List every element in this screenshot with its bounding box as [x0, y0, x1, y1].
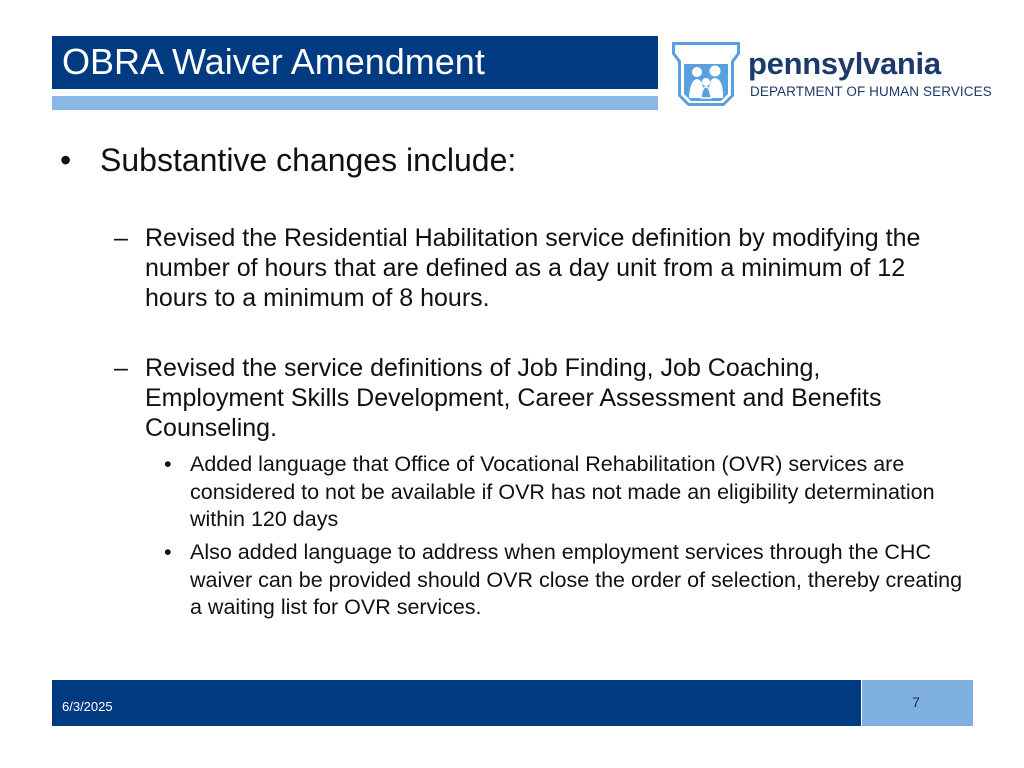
dash-marker: –	[114, 224, 128, 252]
footer-bar	[52, 680, 861, 726]
sub-list-item-text: Also added language to address when employment services through the CHC waiver can be provided should OVR close the order of selection, thereby creating a waiting list for OVR services.	[190, 540, 963, 619]
main-bullet-text: Substantive changes include:	[100, 142, 517, 178]
list-item	[114, 223, 934, 313]
page-number: 7	[912, 694, 920, 710]
bullet-dot: •	[164, 452, 172, 476]
sub-list-item	[164, 539, 964, 622]
dash-marker: –	[114, 354, 128, 382]
title-underline	[52, 96, 658, 110]
sub-list-item-text: Added language that Office of Vocational Rehabilitation (OVR) services are considered to not be available if OVR has not made an eligibility determination within 120 days	[190, 452, 935, 531]
list-item-text: Revised the service definitions of Job Finding, Job Coaching, Employment Skills Development, Career Assessment and Benefits Counseling.	[145, 354, 882, 442]
list-item-text: Revised the Residential Habilitation service definition by modifying the number of hours that are defined as a day unit from a minimum of 12 hours to a minimum of 8 hours.	[145, 224, 921, 312]
footer-date: 6/3/2025	[62, 699, 113, 714]
list-item	[114, 353, 934, 443]
bullet-dot: •	[60, 142, 72, 178]
pa-dhs-logo	[670, 40, 1010, 110]
keystone-family-icon	[670, 40, 742, 108]
slide-title: OBRA Waiver Amendment	[62, 41, 485, 82]
page-number-box	[862, 680, 973, 726]
logo-department: DEPARTMENT OF HUMAN SERVICES	[750, 84, 992, 99]
logo-name: pennsylvania	[748, 46, 941, 81]
title-bar	[52, 36, 658, 89]
bullet-dot: •	[164, 540, 172, 564]
sub-list-item	[164, 451, 964, 534]
